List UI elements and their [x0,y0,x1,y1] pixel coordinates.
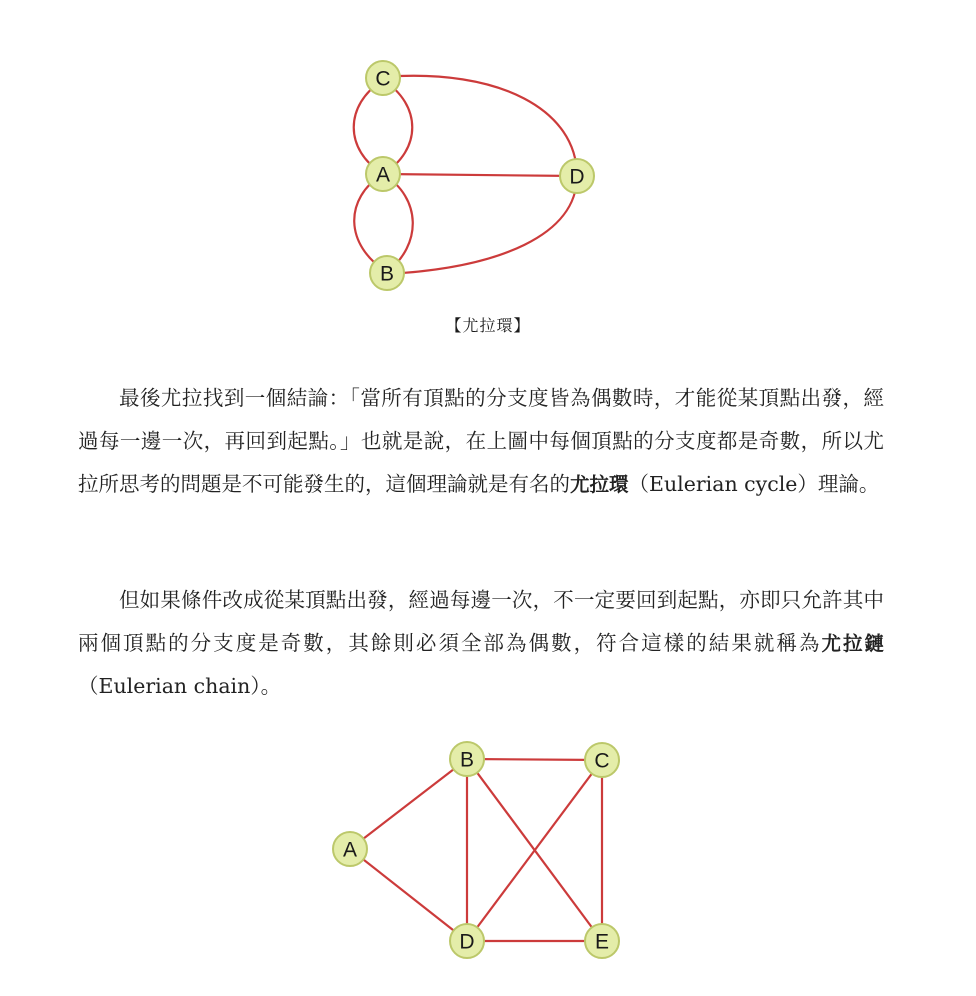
edge-b-d [387,176,577,274]
edge-a-d [383,174,577,176]
eulerian-chain-figure [0,720,976,996]
node-d [560,159,594,193]
paragraph1-text-end: （Eulerian cycle）理論。 [628,472,880,496]
svg-text:B: B [379,262,395,286]
term-eulerian-chain: 尤拉鏈 [821,632,884,655]
svg-text:D: D [569,165,585,189]
node-d [450,924,484,958]
node-a [366,157,400,191]
eulerian-chain-graph [0,720,976,996]
node-c [366,61,400,95]
node-e [585,924,619,958]
paragraph-eulerian-cycle [78,377,884,506]
svg-text:C: C [594,749,610,773]
term-eulerian-cycle: 尤拉環 [570,473,629,496]
eulerian-cycle-figure [0,0,976,310]
svg-text:A: A [342,838,358,862]
paragraph2-text-end: （Eulerian chain）。 [78,674,282,698]
svg-text:D: D [459,930,475,954]
paragraph-eulerian-chain [78,579,884,708]
paragraph1-text: 最後尤拉找到一個結論：「當所有頂點的分支度皆為偶數時，才能從某頂點出發，經過每一邊一次，再回到起點。」也就是說，在上圖中每個頂點的分支度都是奇數，所以尤拉所思考的問題是不可能發生的，這個理論就是有名的 [78,386,884,496]
eulerian-cycle-graph [0,0,976,310]
edge-a-d [350,849,467,941]
node-b [370,256,404,290]
node-c [585,743,619,777]
figure-caption: 【尤拉環】 [445,316,531,335]
svg-text:E: E [594,930,610,954]
svg-text:A: A [375,163,391,187]
paragraph2-text: 但如果條件改成從某頂點出發，經過每邊一次，不一定要回到起點，亦即只允許其中兩個頂點的分支度是奇數，其餘則必須全部為偶數，符合這樣的結果就稱為 [78,588,884,655]
node-a [333,832,367,866]
svg-text:B: B [459,748,475,772]
edge-a-b [350,759,467,849]
edge-b-c [467,759,602,760]
node-b [450,742,484,776]
svg-text:C: C [375,67,391,91]
